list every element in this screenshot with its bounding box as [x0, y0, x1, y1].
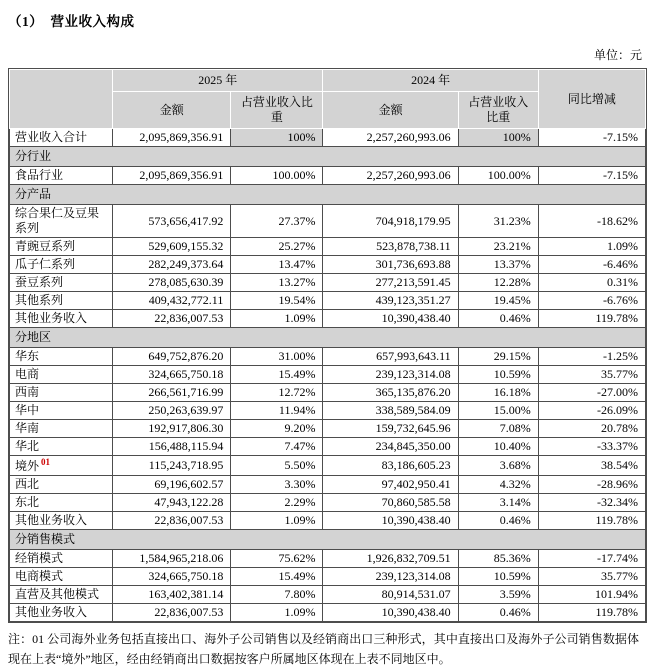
section-label: 分产品 [10, 185, 646, 205]
amount-2024-cell: 365,135,876.20 [323, 384, 458, 402]
table-row [10, 310, 646, 328]
amount-2024-cell: 523,878,738.11 [323, 238, 458, 256]
amount-2025-cell: 324,665,750.18 [113, 366, 231, 384]
amount-2024-cell: 239,123,314.08 [323, 568, 458, 586]
table-row [10, 366, 646, 384]
row-label: 华东 [10, 348, 113, 366]
amount-2024-cell: 10,390,438.40 [323, 310, 458, 328]
yoy-cell: 20.78% [538, 420, 645, 438]
table-row [10, 568, 646, 586]
yoy-cell: 35.77% [538, 366, 645, 384]
yoy-cell: -18.62% [538, 205, 645, 238]
amount-2024-cell: 704,918,179.95 [323, 205, 458, 238]
header-pct-2025: 占营业收入比重 [231, 92, 323, 129]
table-row [10, 456, 646, 476]
section-row [10, 147, 646, 167]
pct-2025-cell: 100.00% [231, 167, 323, 185]
pct-2024-cell: 13.37% [458, 256, 538, 274]
table-row [10, 550, 646, 568]
pct-2024-cell: 29.15% [458, 348, 538, 366]
pct-2025-cell: 7.80% [231, 586, 323, 604]
pct-2025-cell: 1.09% [231, 310, 323, 328]
pct-2024-cell: 3.68% [458, 456, 538, 476]
row-label: 综合果仁及豆果系列 [10, 205, 113, 238]
amount-2025-cell: 156,488,115.94 [113, 438, 231, 456]
amount-2025-cell: 22,836,007.53 [113, 512, 231, 530]
yoy-cell: 101.94% [538, 586, 645, 604]
pct-2024-cell: 3.14% [458, 494, 538, 512]
table-row [10, 292, 646, 310]
amount-2024-cell: 159,732,645.96 [323, 420, 458, 438]
amount-2025-cell: 282,249,373.64 [113, 256, 231, 274]
row-label: 青豌豆系列 [10, 238, 113, 256]
amount-2024-cell: 10,390,438.40 [323, 604, 458, 622]
row-label: 瓜子仁系列 [10, 256, 113, 274]
pct-2024-cell: 23.21% [458, 238, 538, 256]
amount-2024-cell: 80,914,531.07 [323, 586, 458, 604]
yoy-cell: -6.76% [538, 292, 645, 310]
pct-2025-cell: 2.29% [231, 494, 323, 512]
yoy-cell: 0.31% [538, 274, 645, 292]
row-label: 其他系列 [10, 292, 113, 310]
yoy-cell: -32.34% [538, 494, 645, 512]
yoy-cell: -6.46% [538, 256, 645, 274]
row-label: 食品行业 [10, 167, 113, 185]
footnote: 注：01 公司海外业务包括直接出口、海外子公司销售以及经销商出口三种形式，其中直接出口及海外子公司销售数据体现在上表“境外”地区，经由经销商出口数据按客户所属地区体现在上表不同地区中。 [8, 632, 639, 666]
table-row [10, 420, 646, 438]
header-yoy: 同比增减 [538, 70, 645, 129]
row-label: 蚕豆系列 [10, 274, 113, 292]
yoy-cell: 1.09% [538, 238, 645, 256]
row-label: 电商 [10, 366, 113, 384]
yoy-cell: 119.78% [538, 512, 645, 530]
amount-2025-cell: 266,561,716.99 [113, 384, 231, 402]
pct-2025-cell: 7.47% [231, 438, 323, 456]
header-pct-2024: 占营业收入比重 [458, 92, 538, 129]
pct-2024-cell: 0.46% [458, 512, 538, 530]
table-row [10, 274, 646, 292]
pct-2024-cell: 7.08% [458, 420, 538, 438]
yoy-cell: 119.78% [538, 604, 645, 622]
pct-2024-cell: 4.32% [458, 476, 538, 494]
row-label: 其他业务收入 [10, 512, 113, 530]
row-label: 西北 [10, 476, 113, 494]
section-label: 分地区 [10, 328, 646, 348]
table-row [10, 348, 646, 366]
yoy-cell: -1.25% [538, 348, 645, 366]
table-row [10, 384, 646, 402]
pct-2025-cell: 9.20% [231, 420, 323, 438]
yoy-cell: -17.74% [538, 550, 645, 568]
table-body [10, 129, 646, 622]
pct-2025-cell: 5.50% [231, 456, 323, 476]
pct-2024-cell: 100% [458, 129, 538, 147]
section-row [10, 185, 646, 205]
amount-2024-cell: 657,993,643.11 [323, 348, 458, 366]
amount-2024-cell: 234,845,350.00 [323, 438, 458, 456]
yoy-cell: -26.09% [538, 402, 645, 420]
pct-2025-cell: 15.49% [231, 568, 323, 586]
amount-2024-cell: 2,257,260,993.06 [323, 167, 458, 185]
amount-2025-cell: 573,656,417.92 [113, 205, 231, 238]
pct-2024-cell: 100.00% [458, 167, 538, 185]
amount-2024-cell: 2,257,260,993.06 [323, 129, 458, 147]
table-header [10, 70, 646, 129]
amount-2024-cell: 10,390,438.40 [323, 512, 458, 530]
pct-2025-cell: 3.30% [231, 476, 323, 494]
amount-2024-cell: 301,736,693.88 [323, 256, 458, 274]
row-label: 华北 [10, 438, 113, 456]
pct-2024-cell: 19.45% [458, 292, 538, 310]
page-title: （1） 营业收入构成 [8, 14, 135, 29]
table-row [10, 512, 646, 530]
pct-2025-cell: 13.27% [231, 274, 323, 292]
pct-2024-cell: 10.59% [458, 366, 538, 384]
amount-2025-cell: 2,095,869,356.91 [113, 167, 231, 185]
amount-2024-cell: 277,213,591.45 [323, 274, 458, 292]
pct-2025-cell: 11.94% [231, 402, 323, 420]
amount-2024-cell: 70,860,585.58 [323, 494, 458, 512]
amount-2024-cell: 439,123,351.27 [323, 292, 458, 310]
section-label: 分行业 [10, 147, 646, 167]
amount-2025-cell: 22,836,007.53 [113, 604, 231, 622]
footnote-ref: 01 [41, 457, 51, 467]
amount-2025-cell: 115,243,718.95 [113, 456, 231, 476]
amount-2024-cell: 97,402,950.41 [323, 476, 458, 494]
yoy-cell: 38.54% [538, 456, 645, 476]
yoy-cell: -27.00% [538, 384, 645, 402]
table-row [10, 256, 646, 274]
header-amount-2025: 金额 [113, 92, 231, 129]
row-label: 直营及其他模式 [10, 586, 113, 604]
amount-2025-cell: 2,095,869,356.91 [113, 129, 231, 147]
section-row [10, 530, 646, 550]
pct-2024-cell: 3.59% [458, 586, 538, 604]
pct-2024-cell: 31.23% [458, 205, 538, 238]
table-row [10, 205, 646, 238]
pct-2025-cell: 31.00% [231, 348, 323, 366]
amount-2024-cell: 1,926,832,709.51 [323, 550, 458, 568]
table-row [10, 438, 646, 456]
pct-2024-cell: 0.46% [458, 604, 538, 622]
amount-2025-cell: 69,196,602.57 [113, 476, 231, 494]
row-label: 境外 $^{01}$ [10, 456, 113, 476]
amount-2025-cell: 22,836,007.53 [113, 310, 231, 328]
table-row [10, 476, 646, 494]
row-label: 其他业务收入 [10, 310, 113, 328]
table-row [10, 586, 646, 604]
amount-2025-cell: 324,665,750.18 [113, 568, 231, 586]
row-label: 其他业务收入 [10, 604, 113, 622]
amount-2025-cell: 250,263,639.97 [113, 402, 231, 420]
section-label: 分销售模式 [10, 530, 646, 550]
amount-2024-cell: 239,123,314.08 [323, 366, 458, 384]
pct-2025-cell: 19.54% [231, 292, 323, 310]
table-row [10, 238, 646, 256]
row-label: 华南 [10, 420, 113, 438]
yoy-cell: 119.78% [538, 310, 645, 328]
table-row [10, 167, 646, 185]
revenue-table-wrapper [8, 68, 647, 623]
amount-2025-cell: 163,402,381.14 [113, 586, 231, 604]
pct-2024-cell: 10.40% [458, 438, 538, 456]
pct-2025-cell: 75.62% [231, 550, 323, 568]
header-empty-corner [10, 70, 113, 129]
yoy-cell: -7.15% [538, 129, 645, 147]
pct-2025-cell: 13.47% [231, 256, 323, 274]
amount-2025-cell: 278,085,630.39 [113, 274, 231, 292]
pct-2025-cell: 1.09% [231, 512, 323, 530]
yoy-cell: -33.37% [538, 438, 645, 456]
header-year-2024: 2024 年 [323, 70, 538, 92]
amount-2025-cell: 649,752,876.20 [113, 348, 231, 366]
row-label: 西南 [10, 384, 113, 402]
table-row [10, 494, 646, 512]
amount-2025-cell: 529,609,155.32 [113, 238, 231, 256]
row-label: 东北 [10, 494, 113, 512]
header-row-years [10, 70, 646, 92]
revenue-composition-table [9, 69, 646, 622]
amount-2025-cell: 1,584,965,218.06 [113, 550, 231, 568]
table-row [10, 402, 646, 420]
pct-2025-cell: 1.09% [231, 604, 323, 622]
amount-2025-cell: 192,917,806.30 [113, 420, 231, 438]
row-label: 电商模式 [10, 568, 113, 586]
table-row [10, 604, 646, 622]
row-label: 经销模式 [10, 550, 113, 568]
pct-2025-cell: 100% [231, 129, 323, 147]
pct-2025-cell: 27.37% [231, 205, 323, 238]
pct-2025-cell: 12.72% [231, 384, 323, 402]
pct-2025-cell: 15.49% [231, 366, 323, 384]
pct-2025-cell: 25.27% [231, 238, 323, 256]
unit-label: 单位：元 [593, 48, 642, 62]
pct-2024-cell: 16.18% [458, 384, 538, 402]
yoy-cell: -7.15% [538, 167, 645, 185]
row-label: 营业收入合计 [10, 129, 113, 147]
pct-2024-cell: 10.59% [458, 568, 538, 586]
amount-2025-cell: 47,943,122.28 [113, 494, 231, 512]
pct-2024-cell: 12.28% [458, 274, 538, 292]
yoy-cell: -28.96% [538, 476, 645, 494]
row-label: 华中 [10, 402, 113, 420]
pct-2024-cell: 0.46% [458, 310, 538, 328]
header-year-2025: 2025 年 [113, 70, 323, 92]
amount-2024-cell: 83,186,605.23 [323, 456, 458, 476]
header-amount-2024: 金额 [323, 92, 458, 129]
pct-2024-cell: 85.36% [458, 550, 538, 568]
section-row [10, 328, 646, 348]
table-row [10, 129, 646, 147]
yoy-cell: 35.77% [538, 568, 645, 586]
amount-2024-cell: 338,589,584.09 [323, 402, 458, 420]
amount-2025-cell: 409,432,772.11 [113, 292, 231, 310]
pct-2024-cell: 15.00% [458, 402, 538, 420]
